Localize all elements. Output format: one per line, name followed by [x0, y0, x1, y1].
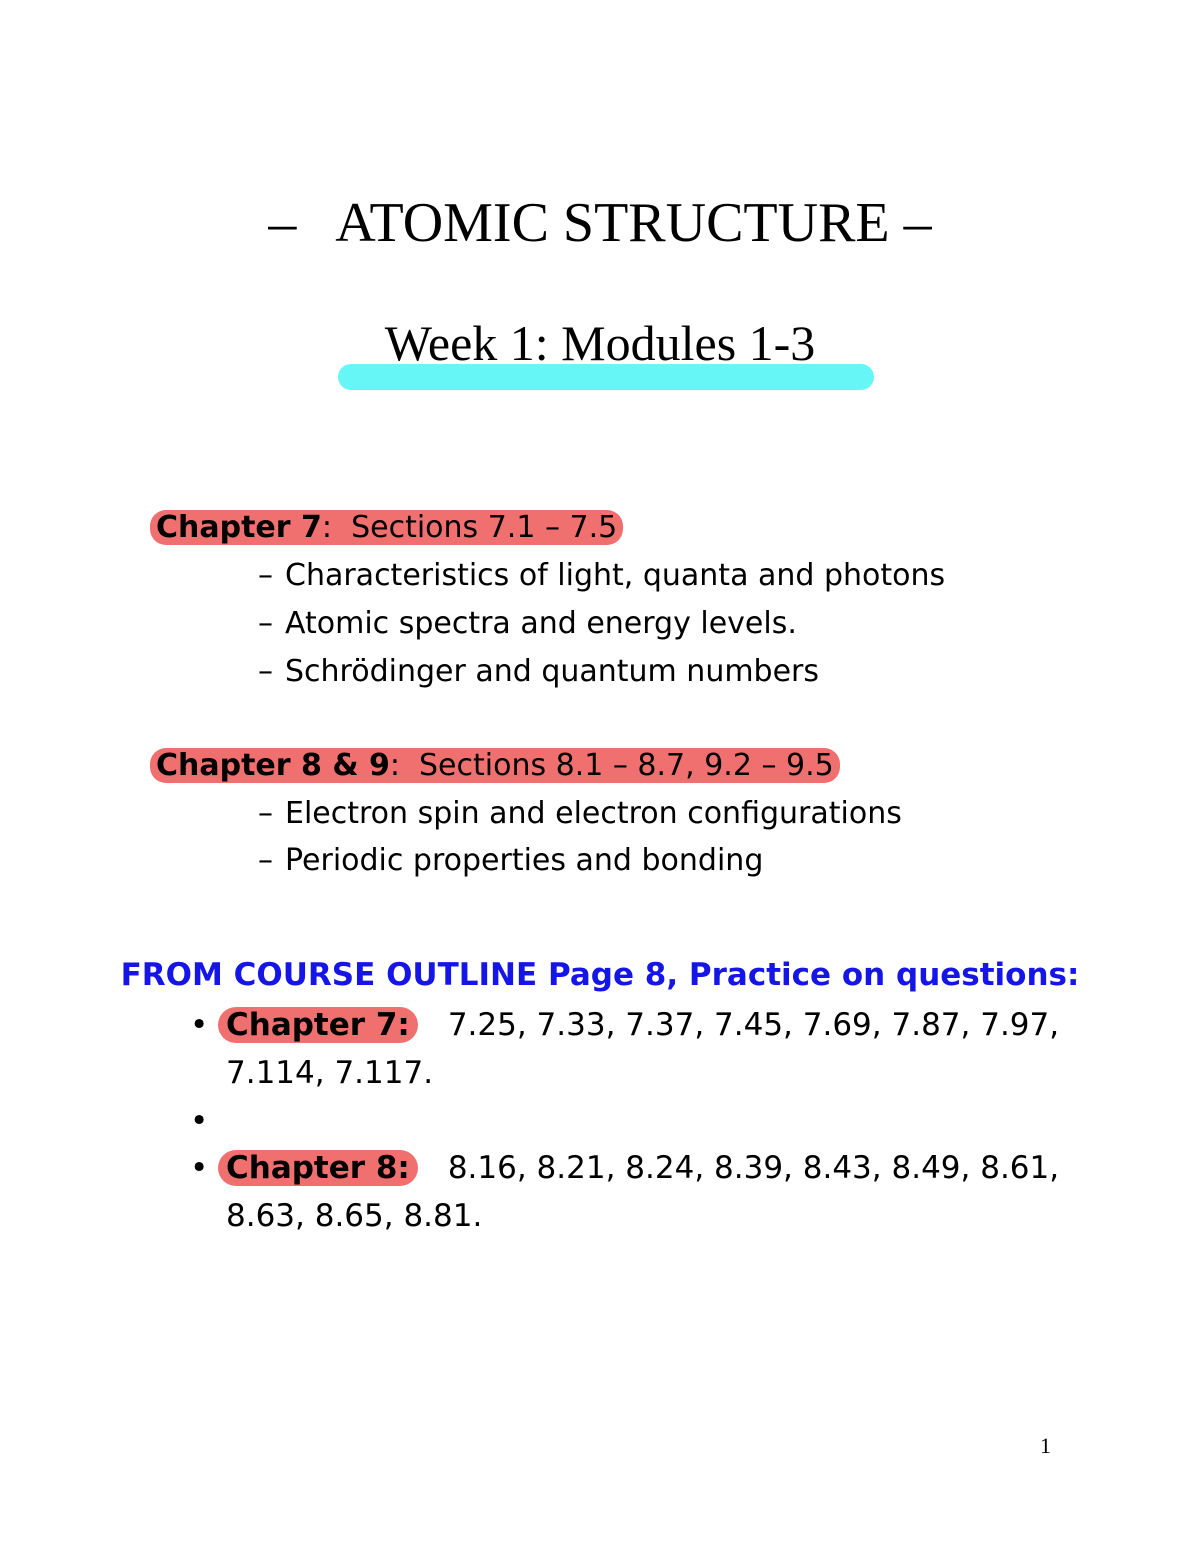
list-item [258, 604, 797, 644]
section-heading-bold: Chapter 8 & 9 [156, 748, 390, 783]
section-heading-chapter-8-9 [150, 746, 840, 786]
list-item [258, 652, 819, 692]
list-item [258, 556, 945, 596]
section-heading-rest: : Sections 8.1 – 8.7, 9.2 – 9.5 [389, 748, 834, 783]
list-item-text: Atomic spectra and energy levels. [285, 606, 797, 641]
bullet-icon: • [190, 1103, 209, 1139]
practice-item-chapter-7 [190, 1002, 1059, 1048]
list-item-text: Periodic properties and bonding [285, 843, 764, 878]
outline-heading: FROM COURSE OUTLINE Page 8, Practice on questions: [120, 957, 1080, 993]
page-subtitle: Week 1: Modules 1-3 [384, 315, 816, 371]
page-number: 1 [1040, 1433, 1051, 1458]
list-item-text: Characteristics of light, quanta and photons [285, 558, 946, 593]
section-heading-chapter-7 [150, 508, 623, 548]
list-item-text: Schrödinger and quantum numbers [285, 654, 820, 689]
practice-questions: 8.16, 8.21, 8.24, 8.39, 8.43, 8.49, 8.61, [447, 1150, 1060, 1186]
dash-bullet: – [258, 606, 273, 641]
practice-questions: 7.25, 7.33, 7.37, 7.45, 7.69, 7.87, 7.97, [447, 1007, 1060, 1043]
list-item [258, 841, 763, 881]
dash-bullet: – [258, 558, 273, 593]
bullet-icon: • [190, 1150, 209, 1186]
bullet-icon: • [190, 1007, 209, 1043]
dash-bullet: – [258, 843, 273, 878]
list-item-text: Electron spin and electron configurations [285, 796, 902, 831]
practice-questions-continued: 8.63, 8.65, 8.81. [226, 1198, 483, 1234]
section-heading-bold: Chapter 7 [156, 510, 322, 545]
practice-chapter-label: Chapter 7: [218, 1007, 418, 1043]
dash-bullet: – [258, 654, 273, 689]
practice-item-chapter-8 [190, 1145, 1059, 1191]
section-heading-rest: : Sections 7.1 – 7.5 [321, 510, 618, 545]
practice-questions-continued: 7.114, 7.117. [226, 1055, 434, 1091]
page-title: – ATOMIC STRUCTURE – [268, 192, 932, 254]
empty-bullet-item [190, 1098, 226, 1144]
list-item [258, 794, 902, 834]
dash-bullet: – [258, 796, 273, 831]
practice-chapter-label: Chapter 8: [218, 1150, 418, 1186]
